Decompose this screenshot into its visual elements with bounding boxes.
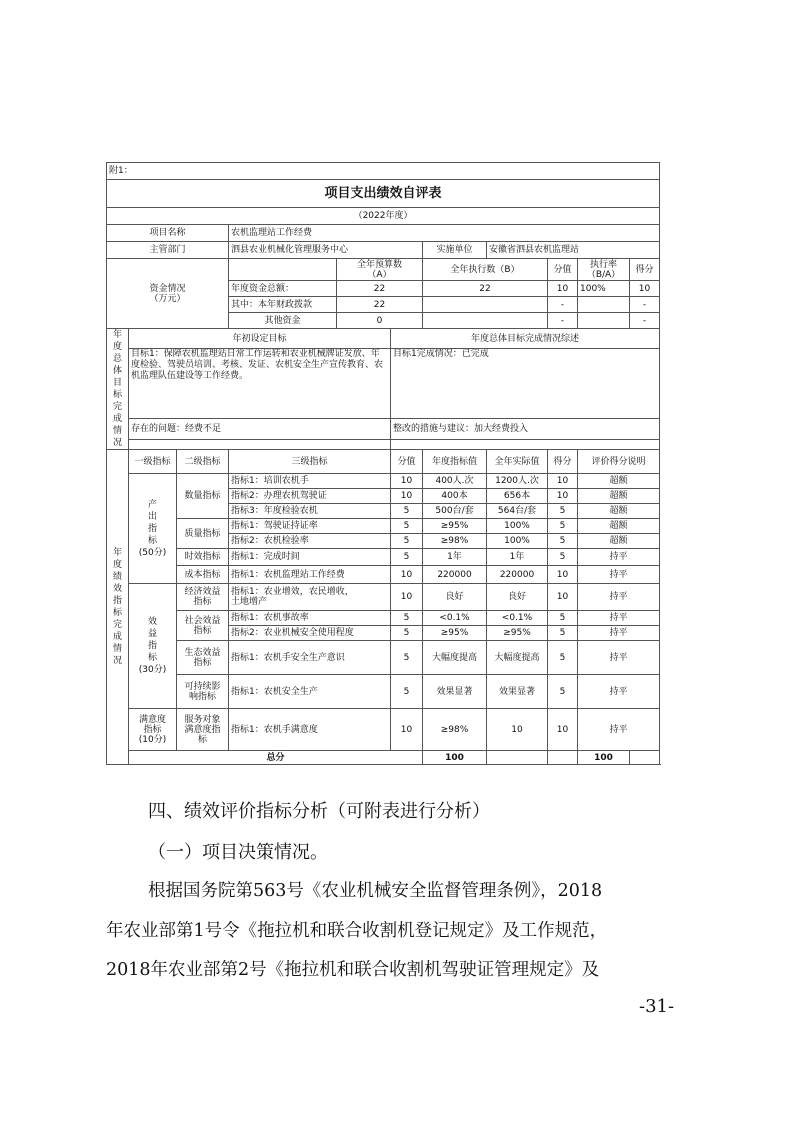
indicator-target: 500台/套: [423, 504, 487, 519]
goal-set-header: 年初设定目标: [129, 329, 391, 349]
side-char: (30分): [138, 665, 167, 675]
budget-header-line1: 全年预算数: [356, 259, 402, 270]
indicator-actual: ≥95%: [487, 626, 548, 641]
fund-row-budget: 22: [337, 297, 423, 313]
side-char: 效: [112, 584, 122, 594]
indicator-name: 指标2：办理农机驾驶证: [229, 489, 391, 504]
fund-row-score: -: [548, 313, 578, 329]
fund-row-rate: [578, 313, 630, 329]
fund-row-score: -: [548, 297, 578, 313]
form-year: （2022年度）: [107, 208, 660, 225]
total-blank: [487, 751, 548, 765]
indicator-score: 5: [391, 504, 423, 519]
sustain-indicator: [177, 675, 229, 709]
fund-row-label: 其他资金: [229, 313, 337, 329]
indicator-score: 10: [391, 584, 423, 611]
l2-line: 社会效益: [184, 615, 221, 626]
indicator-got: 10: [548, 584, 578, 611]
indicator-actual: 1年: [487, 549, 548, 566]
side-char: 体: [112, 366, 122, 376]
side-char: 益: [147, 629, 157, 639]
indicator-actual: 良好: [487, 584, 548, 611]
indicator-score: 5: [391, 675, 423, 709]
side-char: 指: [112, 596, 122, 606]
dept-value: 泗县农业机械化管理服务中心: [229, 242, 423, 259]
side-char: 产: [147, 499, 157, 510]
fund-row-rate: [578, 297, 630, 313]
indicator-actual: <0.1%: [487, 611, 548, 626]
header-level1: 一级指标: [129, 450, 177, 474]
indicator-note: 超额: [578, 504, 660, 519]
l2-line: 指标: [193, 625, 212, 636]
side-char: 度: [112, 560, 122, 570]
indicator-name: 指标3：年度检验农机: [229, 504, 391, 519]
side-char: (50分): [138, 547, 167, 558]
indicator-score: 10: [391, 709, 423, 751]
indicator-target: ≥95%: [423, 519, 487, 534]
indicator-target: 400人.次: [423, 474, 487, 489]
indicator-note: 持平: [578, 549, 660, 566]
l2-line: 服务对象: [184, 714, 221, 725]
header-level2: 二级指标: [177, 450, 229, 474]
total-score: 100: [423, 751, 487, 765]
effect-indicator-label: [129, 584, 177, 709]
goal-done-header: 年度总体目标完成情况综述: [391, 329, 660, 349]
indicator-note: 持平: [578, 675, 660, 709]
indicator-target: 220000: [423, 566, 487, 584]
total-got: 100: [578, 751, 630, 765]
time-indicator: 时效指标: [177, 549, 229, 566]
indicator-score: 10: [391, 489, 423, 504]
indicator-note: 持平: [578, 566, 660, 584]
l2-line: 经济效益: [184, 587, 221, 597]
indicator-target: ≥98%: [423, 709, 487, 751]
indicator-got: 5: [548, 504, 578, 519]
project-name-label: 项目名称: [107, 225, 229, 242]
project-name-value: 农机监理站工作经费: [229, 225, 660, 242]
indicator-name: 指标2：农业机械安全使用程度: [229, 626, 391, 641]
l2-line: 满意度指: [184, 724, 221, 735]
indicator-name-line: 土地增产: [231, 597, 268, 607]
l2-line: 生态效益: [184, 647, 221, 658]
indicator-got: 10: [548, 474, 578, 489]
header-level3: 三级指标: [229, 450, 391, 474]
indicator-score: 5: [391, 534, 423, 549]
goal-side-label: [107, 329, 129, 450]
indicator-target: 大幅度提高: [423, 641, 487, 675]
indicator-note: 超额: [578, 489, 660, 504]
indicator-actual: 1200人.次: [487, 474, 548, 489]
indicator-got: 10: [548, 489, 578, 504]
indicator-got: 5: [548, 675, 578, 709]
indicator-name: 指标1：农机手满意度: [229, 709, 391, 751]
indicator-got: 10: [548, 709, 578, 751]
side-char: 出: [147, 511, 157, 522]
fund-row-score: 10: [548, 281, 578, 297]
side-char: 标: [147, 535, 157, 546]
satisfaction-indicator-label: [129, 709, 177, 751]
attachment-label: 附1：: [107, 163, 660, 180]
goal-done-text: 目标1完成情况：已完成: [391, 349, 660, 419]
fund-row-budget: 22: [337, 281, 423, 297]
performance-self-evaluation-table: [106, 162, 660, 765]
header-actual: 全年实际值: [487, 450, 548, 474]
fund-row-got: -: [630, 297, 660, 313]
indicator-target: <0.1%: [423, 611, 487, 626]
funds-label: [107, 259, 229, 329]
indicator-name: 指标1：农机安全生产: [229, 675, 391, 709]
rate-header-line2: （B/A）: [586, 269, 621, 280]
header-target: 年度指标值: [423, 450, 487, 474]
side-char: 目: [112, 378, 122, 388]
output-indicator-label: [129, 474, 177, 584]
cost-indicator: 成本指标: [177, 566, 229, 584]
header-score: 分值: [391, 450, 423, 474]
indicator-got: 5: [548, 534, 578, 549]
budget-header-line2: （A）: [367, 269, 392, 280]
quantity-indicator: 数量指标: [177, 474, 229, 519]
indicator-score: 5: [391, 626, 423, 641]
paragraph-line-3: 2018年农业部第2号《拖拉机和联合收割机驾驶证管理规定》及: [106, 960, 600, 980]
side-char: 标: [112, 608, 122, 618]
side-char: 情: [112, 426, 122, 436]
problem-text: 存在的问题：经费不足: [129, 419, 391, 439]
indicator-note: 持平: [578, 626, 660, 641]
paragraph-line-2: 年农业部第1号令《拖拉机和联合收割机登记规定》及工作规范，: [106, 921, 608, 941]
indicator-name: [229, 584, 391, 611]
goal-set-text: 目标1：保障农机监理站日常工作运转和农业机械牌证发放、年度检验、驾驶员培训、考核、发证、农机安全生产宣传教育、农机监理队伍建设等工作经费。: [129, 349, 391, 419]
dept-label: 主管部门: [107, 242, 229, 259]
indicator-name: 指标1：完成时间: [229, 549, 391, 566]
indicator-score: 10: [391, 474, 423, 489]
indicator-note: 持平: [578, 709, 660, 751]
quality-indicator: 质量指标: [177, 519, 229, 549]
indicator-name: 指标2：农机检验率: [229, 534, 391, 549]
side-char: 完: [112, 402, 122, 412]
indicator-actual: 10: [487, 709, 548, 751]
form-title: 项目支出绩效自评表: [107, 180, 660, 208]
improve-text: 整改的措施与建议：加大经费投入: [391, 419, 660, 439]
total-blank: [548, 751, 578, 765]
indicator-note: 超额: [578, 474, 660, 489]
fund-row-got: 10: [630, 281, 660, 297]
sat-line: (10分): [138, 734, 167, 745]
funds-label-line1: 资金情况: [149, 283, 186, 294]
l2-line: 响指标: [188, 691, 216, 702]
side-char: 况: [112, 438, 122, 448]
fund-row-rate: 100%: [578, 281, 630, 297]
indicator-got: 5: [548, 611, 578, 626]
indicator-note: 超额: [578, 534, 660, 549]
indicator-score: 5: [391, 641, 423, 675]
side-char: 情: [112, 644, 122, 654]
fund-row-label: 其中：本年财政拨款: [229, 297, 337, 313]
indicator-target: ≥98%: [423, 534, 487, 549]
economic-indicator: [177, 584, 229, 611]
social-indicator: [177, 611, 229, 641]
indicator-score: 5: [391, 549, 423, 566]
rate-header-line1: 执行率: [589, 259, 617, 270]
indicator-actual: 100%: [487, 519, 548, 534]
subsection-heading: （一）项目决策情况。: [148, 842, 328, 863]
side-char: 标: [112, 390, 122, 400]
indicator-note: 持平: [578, 611, 660, 626]
indicator-actual: 效果显著: [487, 675, 548, 709]
sat-line: 满意度: [138, 714, 166, 725]
side-char: 指: [147, 523, 157, 534]
funds-label-line2: （万元）: [149, 293, 186, 304]
indicator-got: 10: [548, 566, 578, 584]
side-char: 绩: [112, 572, 122, 582]
eco-indicator: [177, 641, 229, 675]
fund-row-exec: [423, 313, 548, 329]
indicator-target: 良好: [423, 584, 487, 611]
l2-line: 指标: [193, 657, 212, 668]
side-char: 完: [112, 620, 122, 630]
sat-line: 指标: [143, 724, 162, 735]
goal-spacer: [391, 439, 660, 449]
indicator-name-line: 指标1：农业增效，农民增收，: [231, 587, 354, 597]
indicator-actual: 220000: [487, 566, 548, 584]
indicator-score: 10: [391, 566, 423, 584]
section-heading: 四、绩效评价指标分析（可附表进行分析）: [148, 801, 490, 822]
indicator-actual: 656本: [487, 489, 548, 504]
side-char: 年: [112, 548, 122, 558]
l2-line: 指标: [193, 597, 212, 607]
indicator-target: 1年: [423, 549, 487, 566]
indicator-name: 指标1：农机事故率: [229, 611, 391, 626]
side-char: 况: [112, 656, 122, 666]
indicator-name: 指标1：驾驶证持证率: [229, 519, 391, 534]
total-blank: [630, 751, 660, 765]
paragraph-line-1: 根据国务院第563号《农业机械安全监督管理条例》，2018: [148, 881, 603, 901]
indicator-note: 持平: [578, 641, 660, 675]
indicator-name: 指标1：培训农机手: [229, 474, 391, 489]
indicator-actual: 100%: [487, 534, 548, 549]
exec-header: 全年执行数（B）: [423, 259, 548, 281]
fund-row-got: -: [630, 313, 660, 329]
side-char: 度: [112, 342, 122, 352]
funds-header-blank: [229, 259, 337, 281]
side-char: 成: [112, 632, 122, 642]
budget-header: [337, 259, 423, 281]
fund-row-exec: 22: [423, 281, 548, 297]
indicator-target: ≥95%: [423, 626, 487, 641]
indicator-target: 400本: [423, 489, 487, 504]
fund-row-budget: 0: [337, 313, 423, 329]
indicator-note: 持平: [578, 584, 660, 611]
indicator-got: 5: [548, 549, 578, 566]
fund-row-exec: [423, 297, 548, 313]
indicator-actual: 大幅度提高: [487, 641, 548, 675]
header-got: 得分: [548, 450, 578, 474]
side-char: 年: [112, 330, 122, 340]
side-char: 总: [112, 354, 122, 364]
indicator-got: 5: [548, 641, 578, 675]
total-label: 总分: [129, 751, 423, 765]
l2-line: 标: [197, 734, 207, 745]
impl-label: 实施单位: [423, 242, 487, 259]
indicator-got: 5: [548, 626, 578, 641]
indicator-score: 5: [391, 519, 423, 534]
side-char: 指: [147, 641, 157, 651]
side-char: 成: [112, 414, 122, 424]
service-indicator: [177, 709, 229, 751]
side-char: 标: [147, 653, 157, 663]
rate-header: [578, 259, 630, 281]
header-note: 评价得分说明: [578, 450, 660, 474]
indicator-name: 指标1：农机手安全生产意识: [229, 641, 391, 675]
goal-spacer: [129, 439, 391, 449]
page-number: -31-: [639, 996, 675, 1017]
perf-side-label: [107, 450, 129, 765]
indicator-target: 效果显著: [423, 675, 487, 709]
side-char: 效: [147, 617, 157, 627]
indicator-note: 超额: [578, 519, 660, 534]
impl-value: 安徽省泗县农机监理站: [487, 242, 660, 259]
score-header: 分值: [548, 259, 578, 281]
indicator-score: 5: [391, 611, 423, 626]
indicator-got: 5: [548, 519, 578, 534]
fund-row-label: 年度资金总额：: [229, 281, 337, 297]
l2-line: 可持续影: [184, 681, 221, 692]
got-score-header: 得分: [630, 259, 660, 281]
indicator-actual: 564台/套: [487, 504, 548, 519]
indicator-name: 指标1：农机监理站工作经费: [229, 566, 391, 584]
